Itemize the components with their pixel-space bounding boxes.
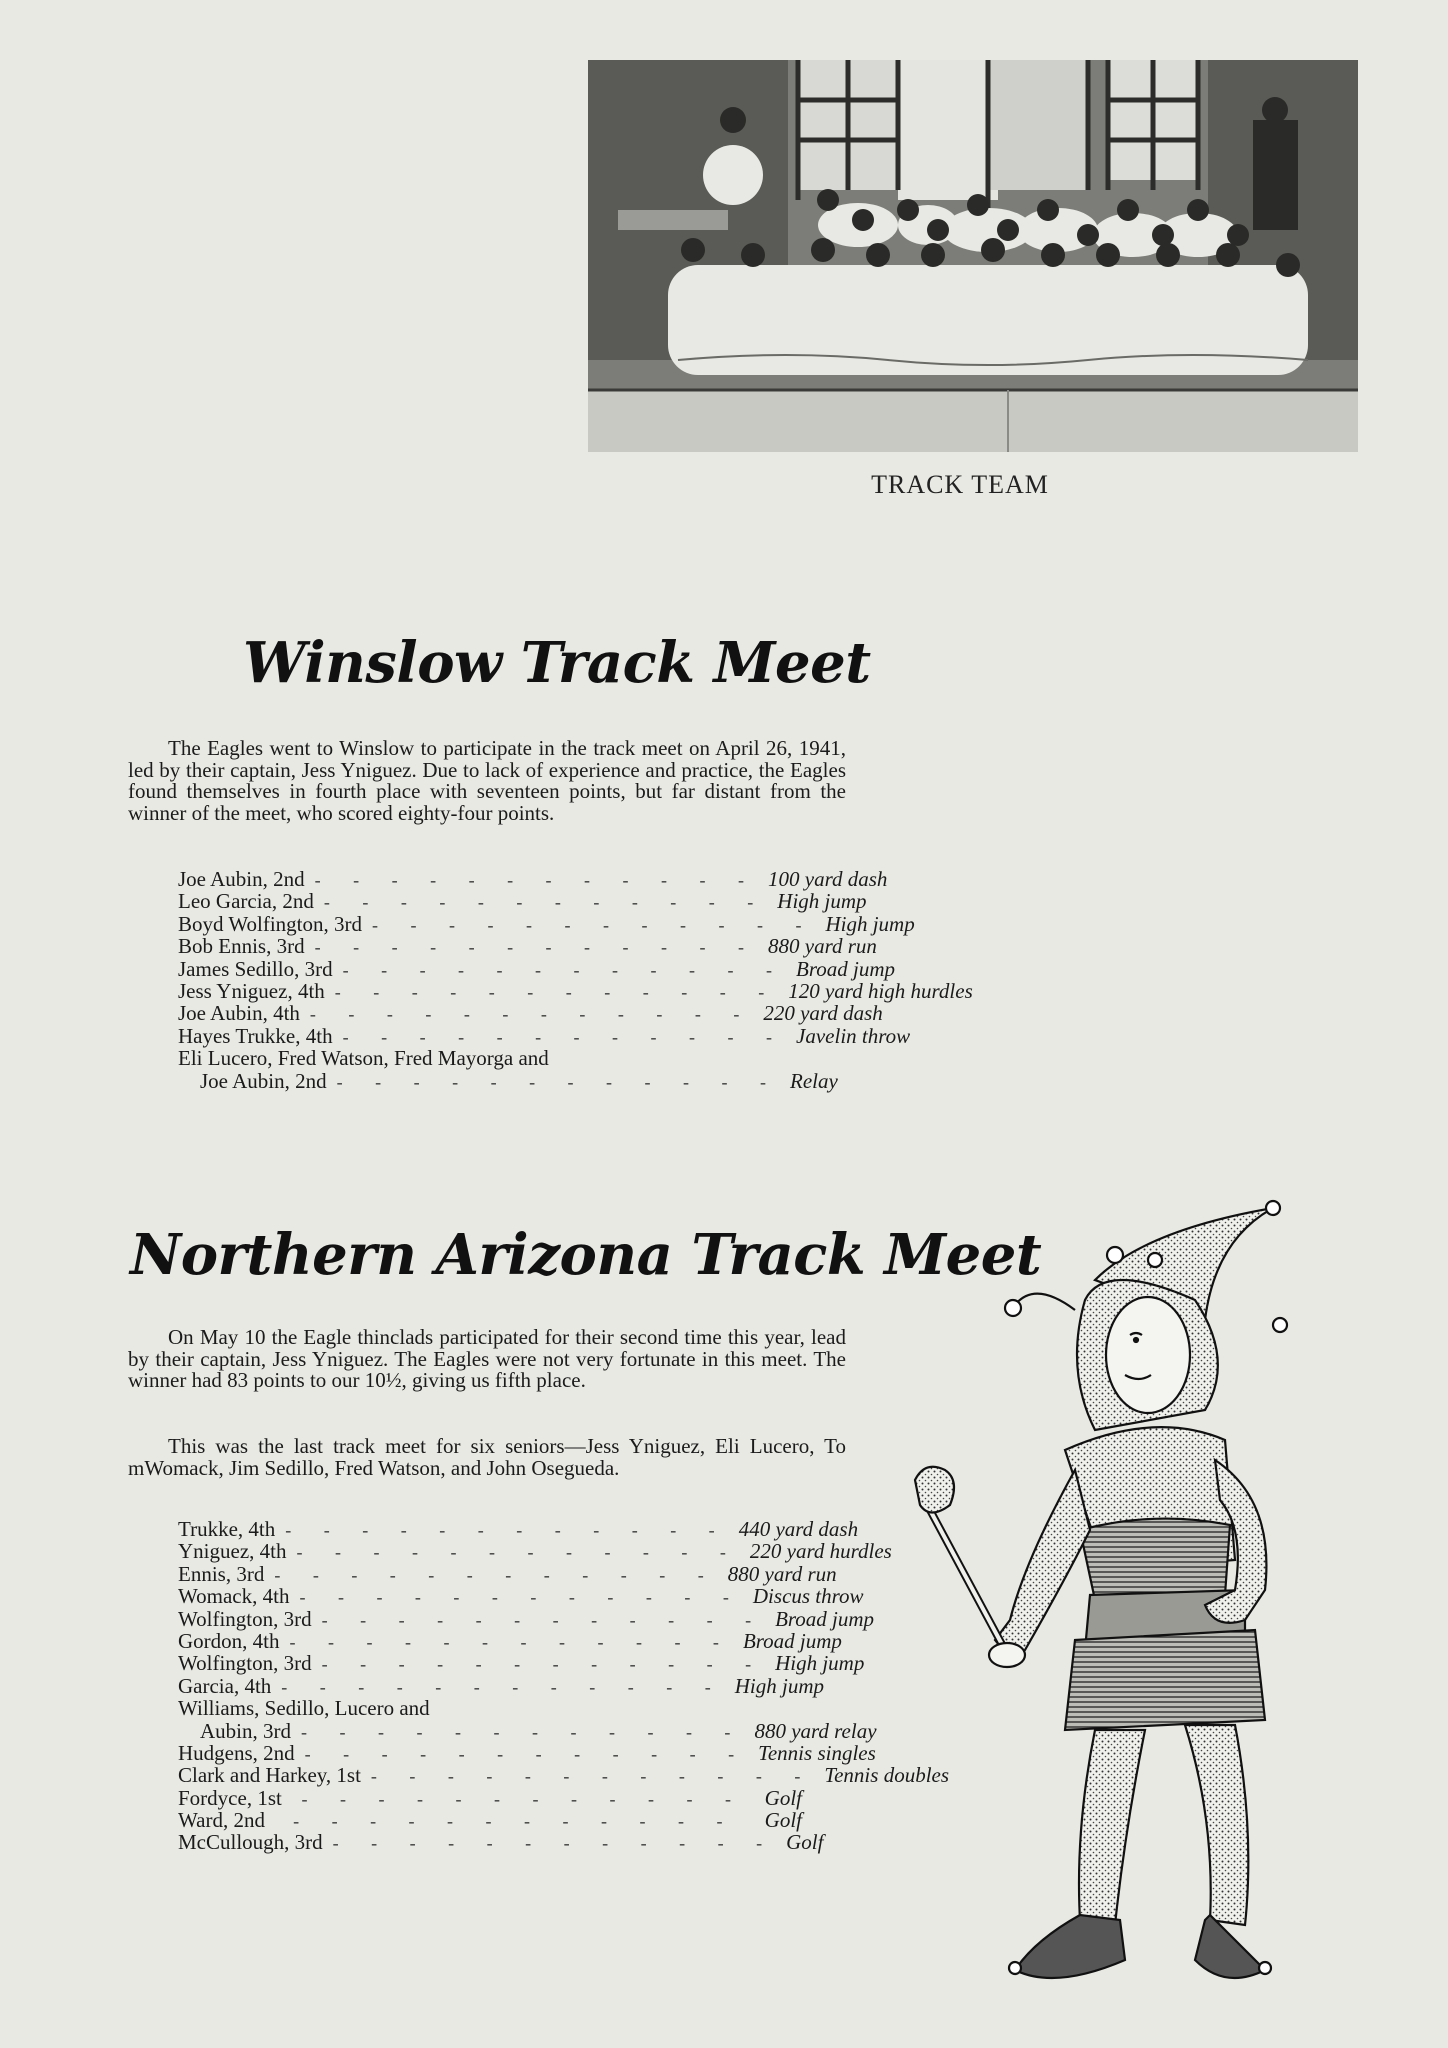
northern-results-list: [178, 1517, 950, 1855]
result-athlete: Eli Lucero, Fred Watson, Fred Mayorga and: [178, 1046, 549, 1071]
leader-dashes: - - - - - - - - - - - -: [370, 1766, 815, 1787]
result-event: Broad jump: [742, 1628, 842, 1653]
result-row: [178, 1697, 802, 1719]
leader-dashes: - - - - - - - - - - - -: [309, 1004, 754, 1025]
result-row: [178, 1047, 798, 1069]
leader-dashes: - - - - - - - - - - - -: [332, 1833, 777, 1854]
result-row: [178, 889, 867, 914]
result-athlete: Fordyce, 1st: [178, 1785, 282, 1810]
leader-dashes: - - - - - - - - - - - -: [299, 1587, 743, 1608]
result-athlete: Ennis, 3rd: [178, 1561, 265, 1586]
leader-dashes: - - - - - - - - - - - -: [281, 1676, 725, 1697]
leader-dashes: - - - - - - - - - - - -: [274, 1564, 718, 1585]
photo-caption: TRACK TEAM: [871, 470, 1049, 499]
result-athlete: Hayes Trukke, 4th: [178, 1023, 333, 1048]
result-row: [178, 1809, 802, 1831]
result-event: 880 yard run: [768, 934, 877, 959]
result-event: Relay: [790, 1068, 838, 1093]
result-event: High jump: [777, 889, 867, 914]
result-event: Javelin throw: [796, 1023, 911, 1048]
leader-dashes: - - - - - - - - - - - -: [304, 1743, 749, 1764]
leader-dashes: - - - - - - - - - - - -: [342, 1026, 787, 1047]
result-athlete: Ward, 2nd: [178, 1808, 265, 1833]
leader-dashes: - - - - - - - - - - - -: [372, 914, 816, 935]
result-row: [178, 1787, 802, 1809]
result-event: 220 yard hurdles: [749, 1539, 892, 1564]
result-row: [178, 934, 877, 959]
result-row: [178, 1718, 877, 1743]
result-athlete: Joe Aubin, 4th: [178, 1001, 300, 1026]
result-row: [178, 1561, 837, 1586]
jester-illustration: [915, 1200, 1355, 2000]
winslow-heading: Winslow Track Meet: [243, 630, 871, 696]
result-athlete: Clark and Harkey, 1st: [178, 1763, 361, 1788]
result-athlete: Garcia, 4th: [178, 1673, 272, 1698]
leader-dashes: - - - - - - - - - - - -: [321, 1654, 766, 1675]
result-event: High jump: [825, 911, 915, 936]
result-athlete: Aubin, 3rd: [200, 1718, 291, 1743]
result-row: [178, 1830, 824, 1855]
result-row: [178, 1651, 865, 1676]
result-event: Golf: [764, 1808, 802, 1833]
northern-arizona-heading: Northern Arizona Track Meet: [130, 1222, 1042, 1288]
result-athlete: Yniguez, 4th: [178, 1539, 287, 1564]
result-event: Discus throw: [752, 1584, 864, 1609]
result-row: [178, 1001, 883, 1026]
result-event: 880 yard relay: [754, 1718, 877, 1743]
result-row: [178, 1740, 876, 1765]
result-event: 880 yard run: [727, 1561, 837, 1586]
leader-dashes: - - - - - - - - - - - -: [314, 937, 759, 958]
result-row: [178, 1023, 911, 1048]
result-row: [178, 1539, 892, 1564]
result-event: 100 yard dash: [768, 867, 888, 891]
result-row: [178, 1584, 864, 1609]
result-row: [178, 911, 915, 936]
northern-paragraph-1: On May 10 the Eagle thinclads participated for their second time this year, lead by their captain, Jess Yniguez. The Eagles were not very fortunate in this meet. The winner had 83 points to our 10½, giving us fifth place.: [128, 1325, 846, 1392]
result-row: [178, 1673, 824, 1698]
leader-dashes: - - - - - - - - - - - -: [289, 1631, 733, 1652]
winslow-results-list: [178, 867, 973, 1093]
result-athlete: Wolfington, 3rd: [178, 1606, 312, 1631]
northern-paragraph-2: This was the last track meet for six seniors—Jess Yniguez, Eli Lucero, To mWomack, Jim Sedillo, Fred Watson, and John Osegueda.: [128, 1434, 846, 1480]
result-event: Broad jump: [796, 956, 895, 981]
result-athlete: Joe Aubin, 2nd: [200, 1068, 327, 1093]
result-row: [178, 867, 888, 891]
result-athlete: Leo Garcia, 2nd: [178, 889, 314, 914]
result-athlete: Bob Ennis, 3rd: [178, 934, 305, 959]
result-event: Golf: [764, 1785, 802, 1810]
result-event: Tennis singles: [758, 1740, 876, 1765]
leader-dashes: - - - - - - - - - - - -: [342, 959, 787, 980]
result-event: Broad jump: [775, 1606, 875, 1631]
result-row: [178, 1628, 842, 1653]
track-team-photo: [588, 60, 1358, 452]
leader-dashes: - - - - - - - - - - - -: [314, 870, 759, 890]
result-row: [178, 978, 973, 1003]
result-athlete: McCullough, 3rd: [178, 1830, 323, 1855]
result-event: Golf: [786, 1830, 824, 1855]
result-event: 440 yard dash: [738, 1517, 859, 1541]
result-event: 120 yard high hurdles: [788, 978, 973, 1003]
result-athlete: Wolfington, 3rd: [178, 1651, 312, 1676]
result-row: [178, 1763, 950, 1788]
leader-dashes: - - - - - - - - - - - -: [301, 1721, 745, 1742]
result-athlete: Jess Yniguez, 4th: [178, 978, 325, 1003]
result-row: [178, 1606, 875, 1631]
result-athlete: Williams, Sedillo, Lucero and: [178, 1696, 430, 1721]
leader-dashes: - - - - - - - - - - - -: [334, 981, 779, 1002]
result-row: [178, 1068, 838, 1093]
result-athlete: Womack, 4th: [178, 1584, 290, 1609]
winslow-paragraph: The Eagles went to Winslow to participate in the track meet on April 26, 1941, led by their captain, Jess Yniguez. Due to lack of experience and practice, the Eagles found themselves in fourth place with seventeen points, but far distant from the winner of the meet, who scored eighty-four points.: [128, 736, 846, 825]
result-event: Tennis doubles: [824, 1763, 950, 1788]
leader-dashes: - - - - - - - - - - - -: [296, 1542, 740, 1563]
result-athlete: Trukke, 4th: [178, 1517, 276, 1541]
result-athlete: Gordon, 4th: [178, 1628, 280, 1653]
result-athlete: Joe Aubin, 2nd: [178, 867, 305, 891]
result-event: High jump: [775, 1651, 865, 1676]
leader-dashes: - - - - - - - - - - - -: [321, 1609, 766, 1630]
leader-dashes: - - - - - - - - - - - -: [323, 892, 768, 913]
result-event: 220 yard dash: [763, 1001, 883, 1026]
result-athlete: Hudgens, 2nd: [178, 1740, 295, 1765]
result-event: High jump: [734, 1673, 824, 1698]
result-athlete: Boyd Wolfington, 3rd: [178, 911, 363, 936]
result-row: [178, 1517, 859, 1541]
leader-dashes: - - - - - - - - - - - -: [285, 1520, 729, 1540]
leader-dashes: - - - - - - - - - - - -: [293, 1811, 737, 1832]
leader-dashes: - - - - - - - - - - - -: [336, 1071, 781, 1092]
result-row: [178, 956, 895, 981]
leader-dashes: - - - - - - - - - - - -: [301, 1788, 745, 1809]
result-athlete: James Sedillo, 3rd: [178, 956, 333, 981]
